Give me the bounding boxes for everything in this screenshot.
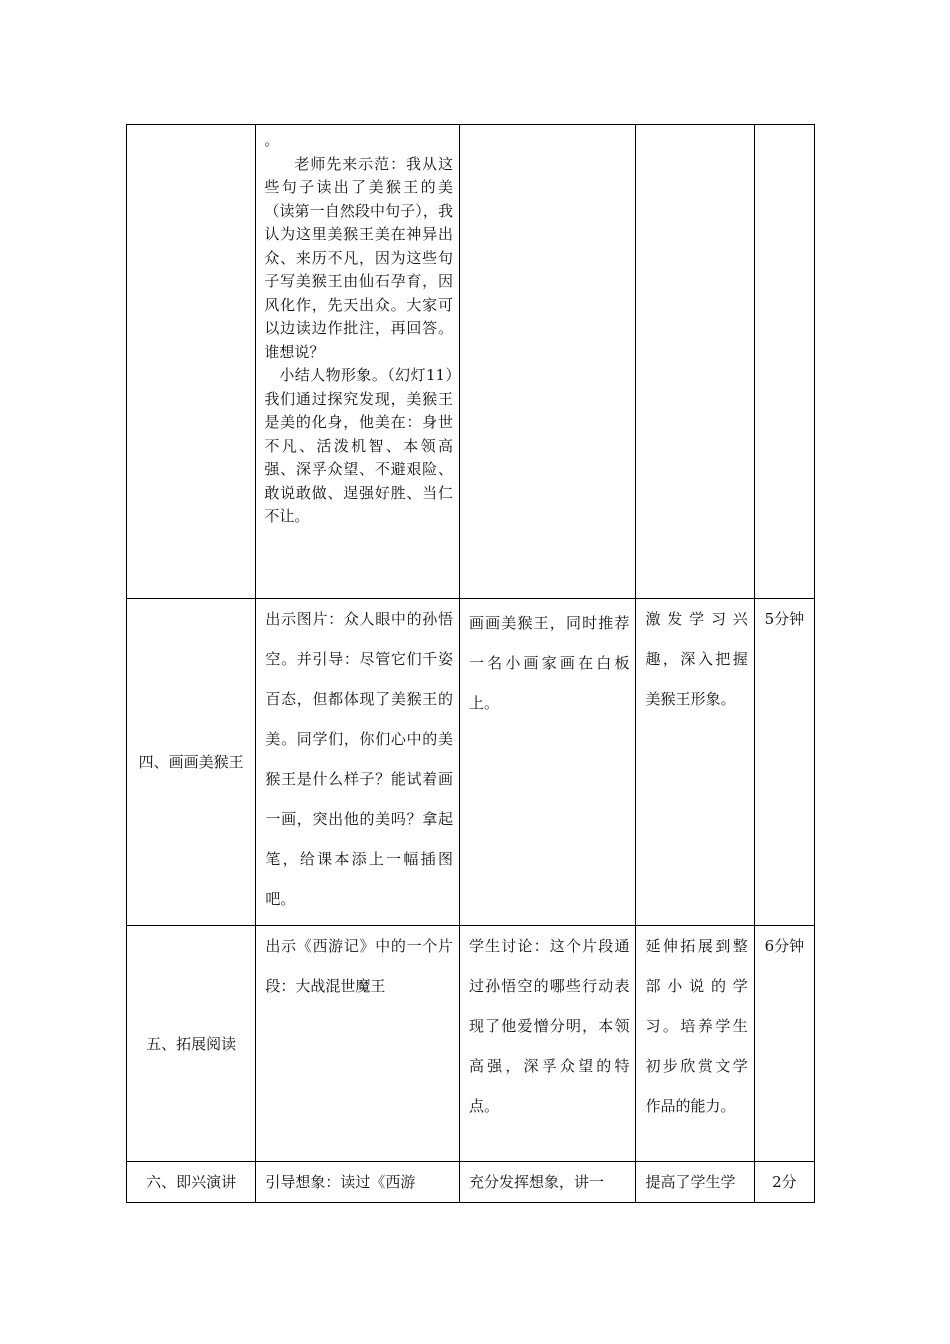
teacher-activity-cell: 出示《西游记》中的一个片段：大战混世魔王 — [256, 926, 460, 1162]
teacher-activity-cell — [256, 125, 460, 599]
student-activity-cell: 学生讨论：这个片段通过孙悟空的哪些行动表现了他爱憎分明，本领高强，深孚众望的特点。 — [459, 926, 636, 1162]
stage-cell — [127, 125, 256, 599]
continued-text: 。 — [264, 131, 280, 149]
design-intent-cell — [636, 125, 754, 599]
teacher-activity-cell: 出示图片：众人眼中的孙悟空。并引导：尽管它们千姿百态，但都体现了美猴王的美。同学们，你们心中的美猴王是什么样子？能试着画一画，突出他的美吗？拿起笔，给课本添上一幅插图吧。 — [256, 599, 460, 926]
table-row — [127, 926, 815, 1162]
table-row — [127, 1162, 815, 1203]
time-cell — [754, 125, 814, 599]
stage-cell: 四、画画美猴王 — [127, 599, 256, 926]
student-activity-cell: 画画美猴王，同时推荐一名小画家画在白板上。 — [459, 599, 636, 926]
stage-cell: 六、即兴演讲 — [127, 1162, 256, 1203]
table-row — [127, 599, 815, 926]
summary-paragraph: 小结人物形象。（幻灯11）我们通过探究发现，美猴王是美的化身，他美在：身世不凡、活泼机智、本领高强、深孚众望、不避艰险、敢说敢做、逞强好胜、当仁不让。 — [264, 366, 453, 525]
time-cell: 2分 — [754, 1162, 814, 1203]
teacher-activity-cell: 引导想象：读过《西游 — [256, 1162, 460, 1203]
design-intent-cell: 激发学习兴趣，深入把握美猴王形象。 — [636, 599, 754, 926]
student-activity-cell — [459, 125, 636, 599]
design-intent-cell: 提高了学生学 — [636, 1162, 754, 1203]
time-cell: 6分钟 — [754, 926, 814, 1162]
lesson-plan-table — [126, 124, 815, 1203]
teacher-demo-paragraph: 老师先来示范：我从这些句子读出了美猴王的美（读第一自然段中句子），我认为这里美猴王美在神异出众、来历不凡，因为这些句子写美猴王由仙石孕育，因风化作，先天出众。大家可以边读边作批注，再回答。谁想说？ — [264, 154, 453, 361]
stage-cell: 五、拓展阅读 — [127, 926, 256, 1162]
time-cell: 5分钟 — [754, 599, 814, 926]
student-activity-cell: 充分发挥想象，讲一 — [459, 1162, 636, 1203]
table-row — [127, 125, 815, 599]
design-intent-cell: 延伸拓展到整部小说的学习。培养学生初步欣赏文学作品的能力。 — [636, 926, 754, 1162]
